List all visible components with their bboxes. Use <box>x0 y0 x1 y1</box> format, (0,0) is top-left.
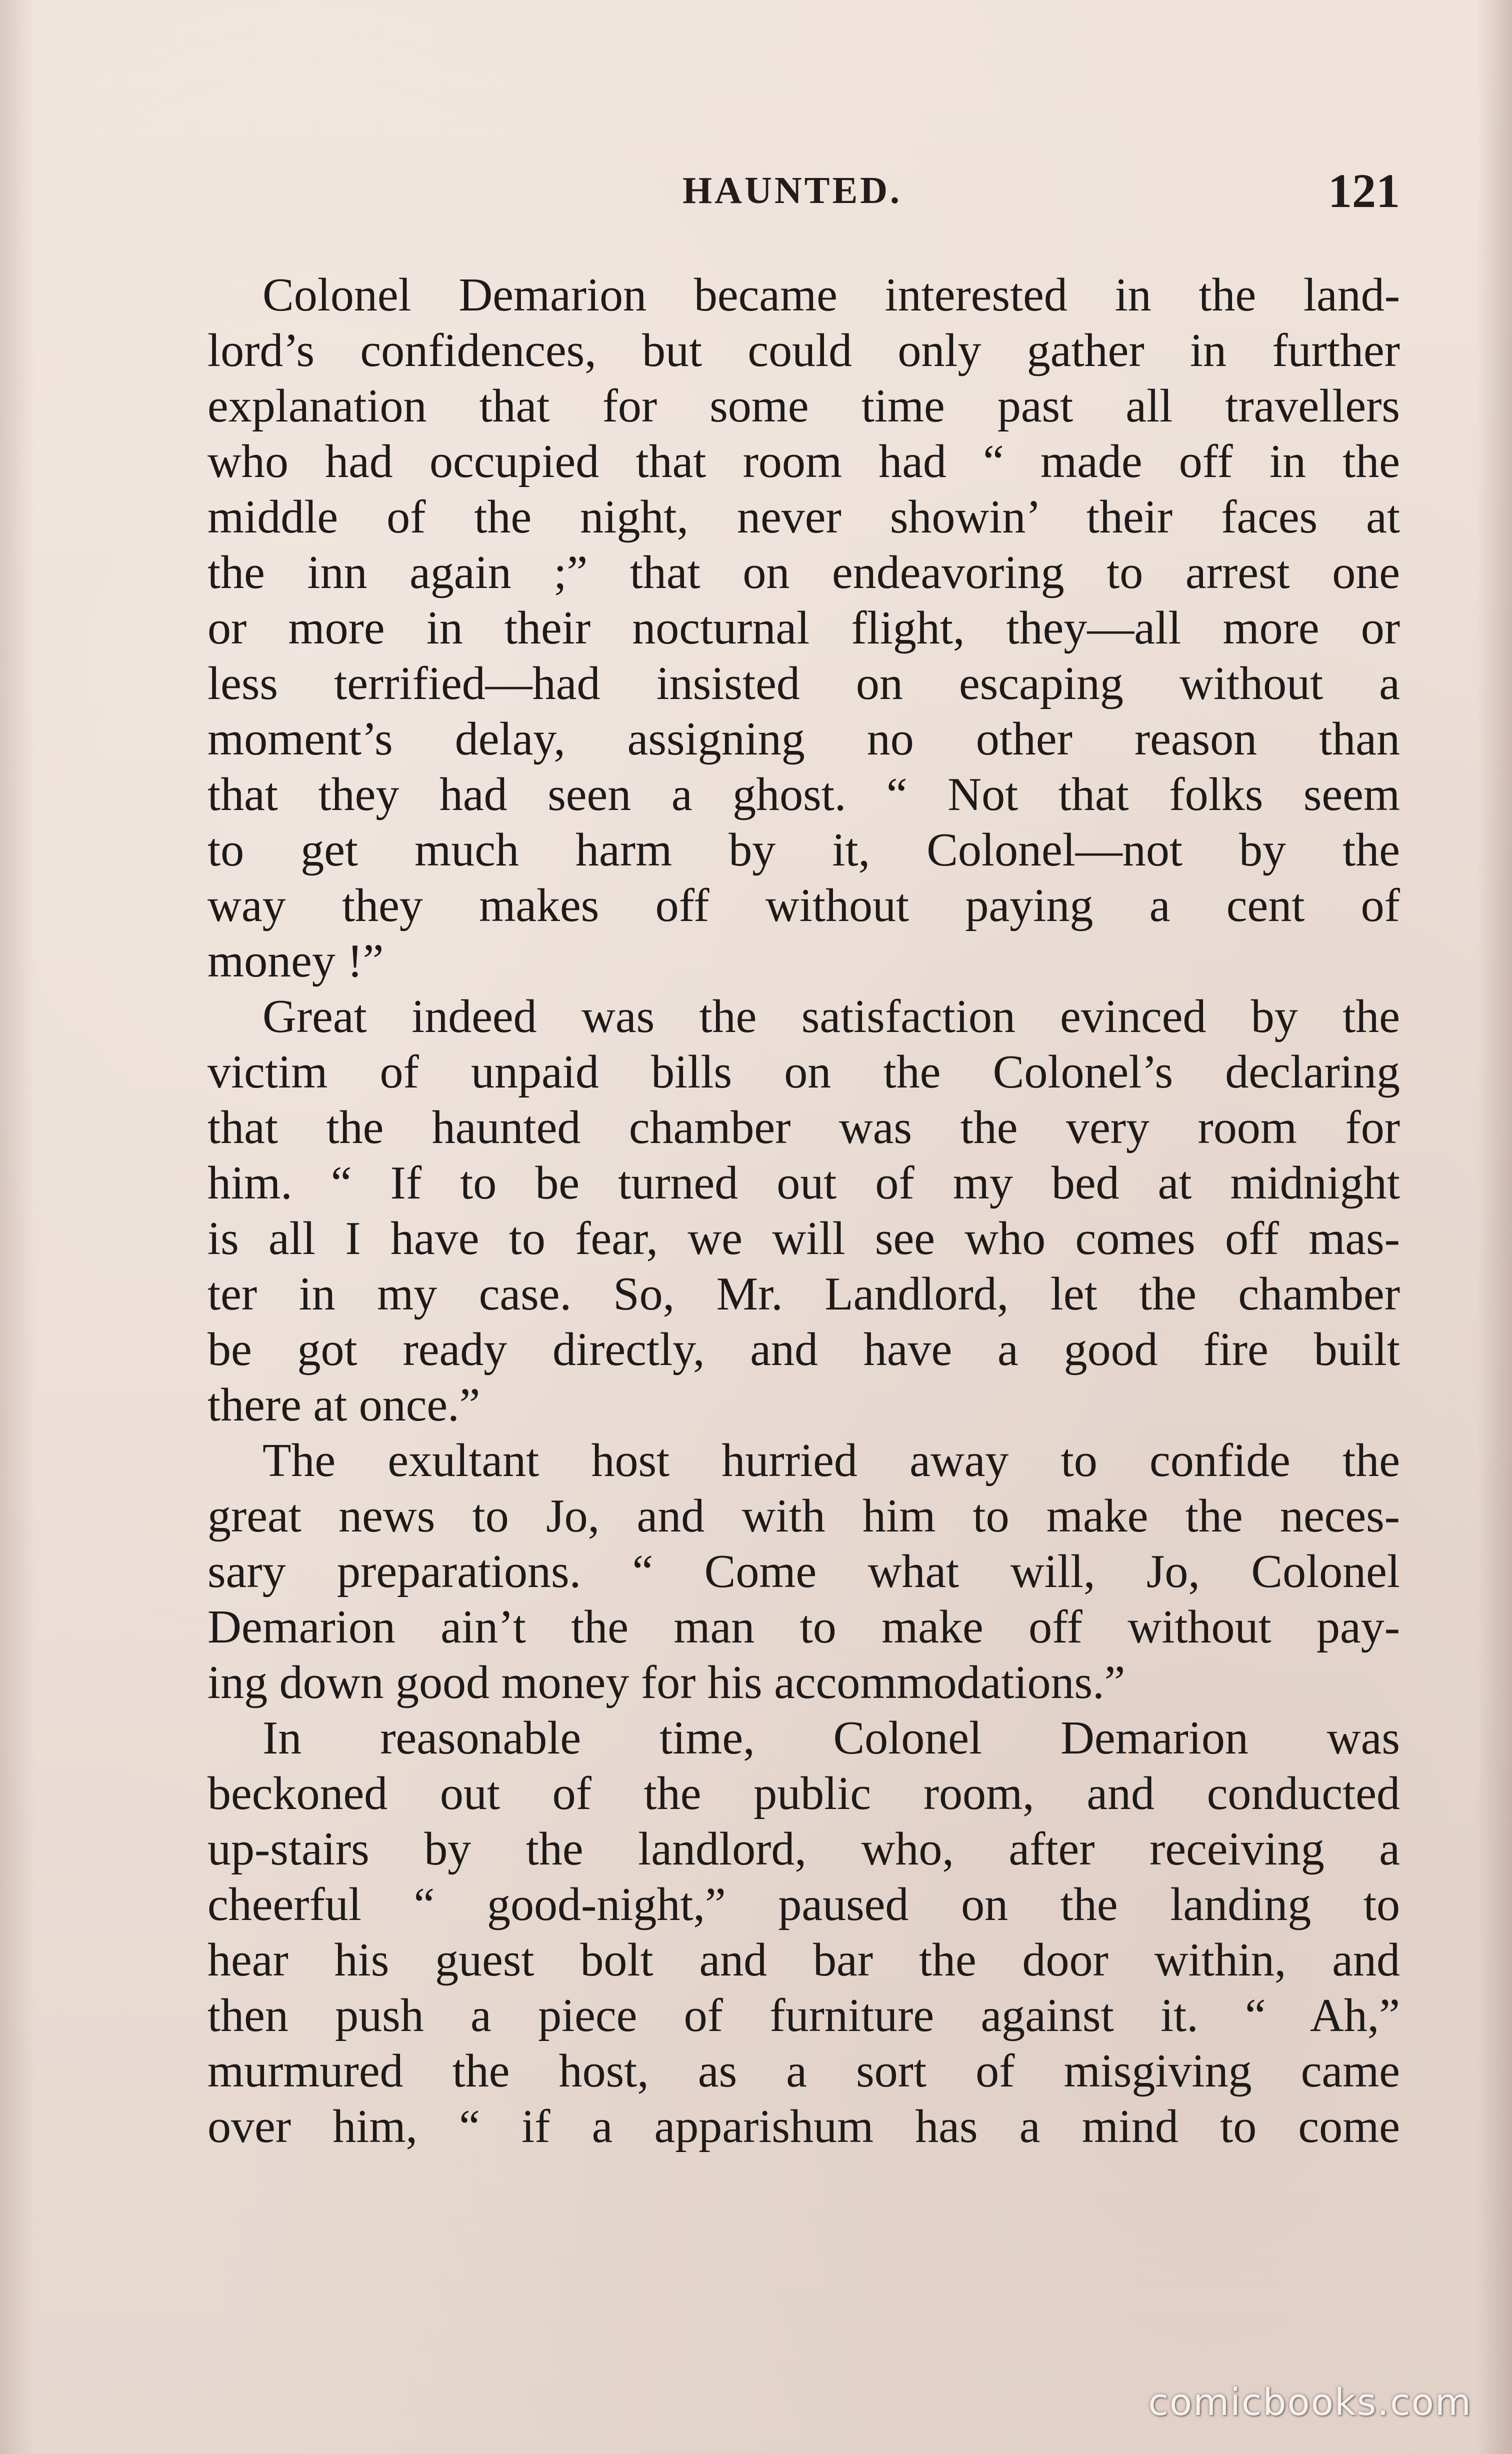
text-line: that the haunted chamber was the very room for <box>208 1102 1400 1154</box>
text-line: that they had seen a ghost. “ Not that folks seem <box>208 768 1400 820</box>
text-line: Demarion ain’t the man to make off without pay- <box>208 1601 1400 1653</box>
text-line: there at once.” <box>208 1379 480 1431</box>
text-line: explanation that for some time past all travellers <box>208 380 1400 432</box>
text-line: victim of unpaid bills on the Colonel’s declaring <box>208 1046 1400 1098</box>
text-line: great news to Jo, and with him to make the neces- <box>208 1490 1400 1542</box>
text-line: up-stairs by the landlord, who, after receiving a <box>208 1823 1400 1875</box>
watermark-text: comicbooks.com <box>1148 2381 1472 2424</box>
text-line: then push a piece of furniture against it. “ Ah,” <box>208 1990 1400 2042</box>
text-line: who had occupied that room had “ made off in the <box>208 436 1400 488</box>
text-line: to get much harm by it, Colonel—not by the <box>208 824 1400 876</box>
running-head-title: HAUNTED. <box>682 170 902 212</box>
text-line: middle of the night, never showin’ their faces at <box>208 491 1400 543</box>
running-head <box>208 159 1400 219</box>
text-line: ing down good money for his accommodations.” <box>208 1656 1126 1708</box>
text-line: Colonel Demarion became interested in the land- <box>262 269 1400 321</box>
text-line: cheerful “ good-night,” paused on the landing to <box>208 1878 1400 1930</box>
text-line: be got ready directly, and have a good fire built <box>208 1324 1400 1376</box>
text-line: The exultant host hurried away to confide the <box>262 1434 1400 1486</box>
text-line: hear his guest bolt and bar the door within, and <box>208 1934 1400 1986</box>
text-line: way they makes off without paying a cent of <box>208 880 1400 932</box>
text-line: moment’s delay, assigning no other reason than <box>208 713 1400 765</box>
text-line: over him, “ if a apparishum has a mind to come <box>208 2100 1400 2152</box>
body-text <box>208 268 1400 2154</box>
left-page-edge-shadow <box>0 0 35 2454</box>
text-line: In reasonable time, Colonel Demarion was <box>262 1712 1400 1764</box>
right-page-edge-shadow <box>1477 0 1512 2454</box>
text-line: money !” <box>208 935 384 987</box>
text-line: is all I have to fear, we will see who comes off mas- <box>208 1212 1400 1264</box>
text-line: sary preparations. “ Come what will, Jo, Colonel <box>208 1546 1400 1598</box>
text-line: the inn again ;” that on endeavoring to arrest one <box>208 546 1400 598</box>
page-number: 121 <box>1328 164 1400 218</box>
text-line: lord’s confidences, but could only gather in further <box>208 324 1400 376</box>
text-line: him. “ If to be turned out of my bed at midnight <box>208 1157 1400 1209</box>
text-line: murmured the host, as a sort of misgiving came <box>208 2045 1400 2097</box>
text-line: beckoned out of the public room, and conducted <box>208 1768 1400 1820</box>
text-line: less terrified—had insisted on escaping without a <box>208 658 1400 710</box>
text-line: Great indeed was the satisfaction evinced by the <box>262 990 1400 1042</box>
text-line: or more in their nocturnal flight, they—all more or <box>208 602 1400 654</box>
text-line: ter in my case. So, Mr. Landlord, let the chamber <box>208 1268 1400 1320</box>
